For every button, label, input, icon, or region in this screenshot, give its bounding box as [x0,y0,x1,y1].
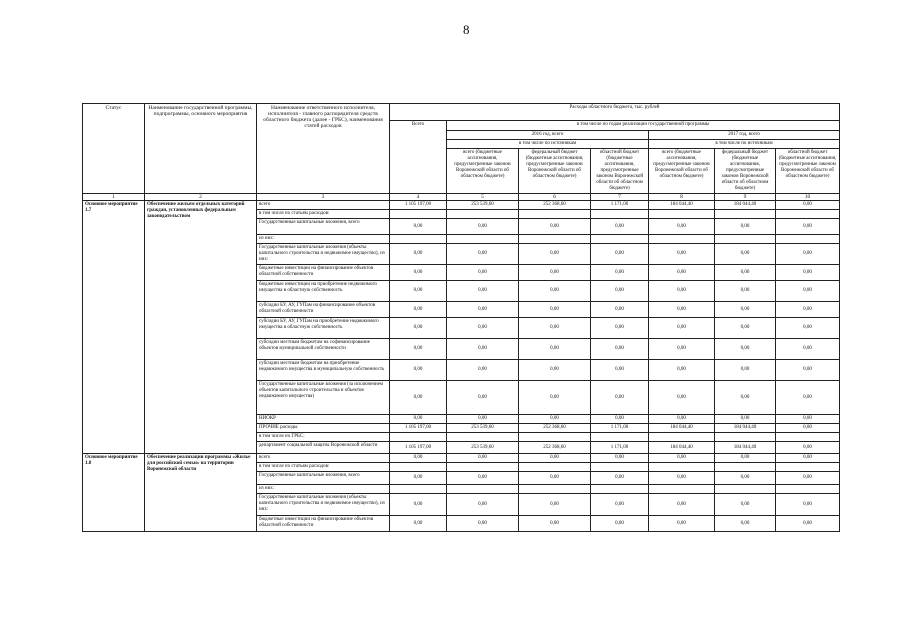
header-year-2017: 2017 год, всего [649,131,840,140]
amount-cell: 0,00 [715,381,776,415]
expense-item-label: Государственные капитальные вложения (объекты капитального строительства и недвижимое имущество), из них: [257,244,390,265]
amount-cell: 0,00 [390,472,447,485]
amount-cell: 0,00 [715,454,776,463]
amount-cell: 0,00 [591,339,649,360]
header-sub-a: всего (бюджетные ассигнования, предусмотренные законом Воронежской области об областном бюджете) [447,149,519,194]
amount-cell: 1 105 197,00 [390,201,447,210]
amount-cell: 253 539,60 [447,442,519,454]
amount-cell: 0,00 [649,318,715,339]
amount-cell: 0,00 [776,302,840,318]
amount-cell: 0,00 [776,281,840,302]
amount-cell: 0,00 [776,424,840,433]
amount-cell: 0,00 [715,360,776,381]
amount-cell [390,433,447,442]
amount-cell: 0,00 [390,360,447,381]
amount-cell [591,463,649,472]
amount-cell: 184 044,40 [649,424,715,433]
amount-cell: 0,00 [591,302,649,318]
amount-cell: 253 539,60 [447,424,519,433]
header-sub-d: всего (бюджетные ассигнования, предусмотренные законом Воронежской области об областном бюджете) [649,149,715,194]
amount-cell: 0,00 [390,244,447,265]
amount-cell: 0,00 [715,302,776,318]
amount-cell: 184 044,40 [649,201,715,210]
amount-cell: 0,00 [715,265,776,281]
amount-cell [447,463,519,472]
amount-cell: 0,00 [649,360,715,381]
amount-cell: 0,00 [776,472,840,485]
amount-cell [447,210,519,219]
amount-cell: 0,00 [591,219,649,235]
amount-cell: 0,00 [776,360,840,381]
amount-cell [519,463,591,472]
expense-item-label: в том числе по ГРБС: [257,433,390,442]
amount-cell: 0,00 [390,281,447,302]
col-number: 10 [776,194,840,201]
block-activity-1-8 [83,454,840,532]
amount-cell: 1 105 197,00 [390,442,447,454]
amount-cell [715,210,776,219]
amount-cell: 0,00 [776,244,840,265]
header-status: Статус [83,104,145,194]
amount-cell: 0,00 [519,415,591,424]
col-number: 9 [715,194,776,201]
amount-cell: 0,00 [776,219,840,235]
amount-cell [776,433,840,442]
header-program-name: Наименование государственной программы, подпрограммы, основного мероприятия [145,104,257,194]
header-total: Всего [390,121,447,194]
amount-cell: 0,00 [390,318,447,339]
amount-cell [776,210,840,219]
amount-cell: 0,00 [447,244,519,265]
amount-cell [447,235,519,244]
col-number: 5 [447,194,519,201]
header-expenses-title: Расходы областного бюджета, тыс. рублей [390,104,840,121]
amount-cell: 253 539,60 [447,201,519,210]
expense-item-label: бюджетные инвестиции на финансирование объектов областной собственности [257,265,390,281]
status-cell: Основное мероприятие 1.8 [83,454,145,532]
amount-cell: 0,00 [715,339,776,360]
amount-cell: 0,00 [390,302,447,318]
amount-cell: 1 171,00 [591,424,649,433]
expense-item-label: субсидии БУ, АУ, ГУПам на финансирование объектов областной собственности [257,302,390,318]
expense-item-label: Государственные капитальные вложения, всего [257,472,390,485]
amount-cell: 0,00 [649,219,715,235]
col-number: 4 [390,194,447,201]
amount-cell: 0,00 [390,339,447,360]
amount-cell: 0,00 [715,219,776,235]
amount-cell: 0,00 [591,244,649,265]
amount-cell [591,210,649,219]
amount-cell: 0,00 [649,415,715,424]
amount-cell: 0,00 [591,454,649,463]
amount-cell: 0,00 [591,360,649,381]
amount-cell: 184 044,40 [715,424,776,433]
amount-cell [649,433,715,442]
header-executor: Наименование ответственного исполнителя, исполнителя - главного распорядителя средств областного бюджета (далее - ГРБС), наименования статей расходов [257,104,390,194]
amount-cell: 0,00 [519,516,591,532]
amount-cell [519,433,591,442]
amount-cell [519,210,591,219]
amount-cell: 0,00 [591,415,649,424]
col-number: 6 [519,194,591,201]
amount-cell: 0,00 [447,339,519,360]
amount-cell: 0,00 [519,219,591,235]
amount-cell [447,433,519,442]
amount-cell: 0,00 [447,360,519,381]
amount-cell: 0,00 [447,219,519,235]
expense-item-label: всего [257,201,390,210]
amount-cell: 0,00 [519,318,591,339]
amount-cell [649,463,715,472]
col-number: 7 [591,194,649,201]
amount-cell: 0,00 [447,454,519,463]
amount-cell: 0,00 [649,472,715,485]
amount-cell [715,235,776,244]
col-number: 2 [145,194,257,201]
amount-cell: 0,00 [447,318,519,339]
amount-cell: 184 044,40 [715,201,776,210]
expense-item-label: в том числе по статьям расходов: [257,463,390,472]
amount-cell: 0,00 [591,381,649,415]
status-cell: Основное мероприятие 1.7 [83,201,145,454]
amount-cell: 0,00 [776,381,840,415]
amount-cell: 0,00 [519,339,591,360]
amount-cell: 0,00 [715,472,776,485]
amount-cell: 0,00 [519,281,591,302]
amount-cell: 1 171,00 [591,442,649,454]
expense-item-label: субсидии местным бюджетам на софинансирование объектов муниципальной собственности [257,339,390,360]
amount-cell: 0,00 [776,201,840,210]
amount-cell: 0,00 [390,516,447,532]
amount-cell [649,210,715,219]
amount-cell [591,235,649,244]
amount-cell: 0,00 [649,265,715,281]
expense-item-label: бюджетные инвестиции на финансирование объектов областной собственности [257,516,390,532]
amount-cell [776,463,840,472]
table-row [83,201,840,210]
col-number: 3 [257,194,390,201]
amount-cell: 0,00 [591,318,649,339]
amount-cell: 0,00 [649,244,715,265]
amount-cell: 0,00 [447,302,519,318]
amount-cell [390,210,447,219]
column-numbers-row [83,194,840,201]
amount-cell: 0,00 [776,415,840,424]
block-activity-1-7 [83,201,840,454]
amount-cell: 0,00 [776,339,840,360]
col-number: 8 [649,194,715,201]
amount-cell: 0,00 [591,494,649,516]
amount-cell: 0,00 [649,454,715,463]
amount-cell: 0,00 [519,265,591,281]
header-sources-2017: в том числе по источникам [649,140,840,149]
amount-cell: 0,00 [776,516,840,532]
amount-cell: 0,00 [390,494,447,516]
amount-cell [715,463,776,472]
page-number: 8 [463,22,470,37]
amount-cell: 184 044,40 [649,442,715,454]
amount-cell [447,485,519,494]
expense-item-label: всего [257,454,390,463]
amount-cell [776,485,840,494]
amount-cell: 0,00 [591,265,649,281]
header-by-years: в том числе по годам реализации государственной программы [447,121,840,131]
amount-cell: 0,00 [715,244,776,265]
expense-item-label: из них: [257,235,390,244]
amount-cell: 0,00 [649,494,715,516]
amount-cell: 0,00 [776,318,840,339]
amount-cell: 0,00 [447,472,519,485]
amount-cell: 184 044,40 [715,442,776,454]
amount-cell: 0,00 [447,265,519,281]
amount-cell: 0,00 [776,494,840,516]
col-number: 1 [83,194,145,201]
activity-name-cell: Обеспечение жильем отдельных категорий граждан, установленных федеральным законодательством [145,201,257,454]
amount-cell: 0,00 [390,219,447,235]
expense-item-label: департамент социальной защиты Воронежской области [257,442,390,454]
amount-cell [649,235,715,244]
amount-cell: 0,00 [591,472,649,485]
amount-cell: 0,00 [591,281,649,302]
amount-cell: 0,00 [519,244,591,265]
expense-item-label: бюджетные инвестиции на приобретение недвижимого имущества в областную собственность [257,281,390,302]
amount-cell: 0,00 [715,494,776,516]
header-sources-2016: в том числе по источникам [447,140,649,149]
expense-item-label: субсидии местным бюджетам на приобретение недвижимого имущества в муниципальную собственность [257,360,390,381]
amount-cell [715,485,776,494]
activity-name-cell: Обеспечение реализации программы «Жилье для российской семьи» на территории Воронежской области [145,454,257,532]
amount-cell: 0,00 [447,516,519,532]
amount-cell [519,235,591,244]
amount-cell: 1 105 197,00 [390,424,447,433]
amount-cell: 0,00 [649,281,715,302]
expense-item-label: из них: [257,485,390,494]
expense-item-label: субсидии БУ, АУ, ГУПам на приобретение недвижимого имущества в областную собственность [257,318,390,339]
amount-cell [649,485,715,494]
amount-cell: 0,00 [447,415,519,424]
header-sub-e: федеральный бюджет (бюджетные ассигнования, предусмотренные законом Воронежской области об областном бюджете) [715,149,776,194]
table-row [83,454,840,463]
amount-cell: 252 368,60 [519,442,591,454]
amount-cell: 0,00 [447,494,519,516]
amount-cell: 0,00 [519,360,591,381]
amount-cell: 0,00 [519,494,591,516]
header-sub-b: федеральный бюджет (бюджетные ассигнования, предусмотренные законом Воронежской области об областном бюджете) [519,149,591,194]
amount-cell: 0,00 [390,265,447,281]
amount-cell: 0,00 [715,516,776,532]
amount-cell: 0,00 [519,472,591,485]
amount-cell: 0,00 [519,302,591,318]
amount-cell: 0,00 [776,265,840,281]
expense-item-label: ПРОЧИЕ расходы [257,424,390,433]
amount-cell [715,433,776,442]
amount-cell: 0,00 [390,454,447,463]
amount-cell [591,485,649,494]
amount-cell: 0,00 [519,381,591,415]
amount-cell: 0,00 [715,281,776,302]
amount-cell [591,433,649,442]
amount-cell [519,485,591,494]
expense-item-label: в том числе по статьям расходов: [257,210,390,219]
amount-cell: 0,00 [390,415,447,424]
amount-cell [390,485,447,494]
expense-item-label: Государственные капитальные вложения, всего [257,219,390,235]
amount-cell: 0,00 [519,454,591,463]
amount-cell [776,235,840,244]
amount-cell: 0,00 [776,442,840,454]
header-year-2016: 2016 год, всего [447,131,649,140]
amount-cell: 252 368,60 [519,201,591,210]
amount-cell: 1 171,00 [591,201,649,210]
expense-item-label: НИОКР [257,415,390,424]
amount-cell: 0,00 [649,302,715,318]
amount-cell: 252 368,60 [519,424,591,433]
amount-cell: 0,00 [649,339,715,360]
amount-cell: 0,00 [591,516,649,532]
amount-cell: 0,00 [649,381,715,415]
amount-cell: 0,00 [447,381,519,415]
amount-cell: 0,00 [390,381,447,415]
amount-cell: 0,00 [776,454,840,463]
amount-cell: 0,00 [715,415,776,424]
amount-cell: 0,00 [649,516,715,532]
budget-table [82,103,840,532]
amount-cell: 0,00 [715,318,776,339]
amount-cell: 0,00 [447,281,519,302]
amount-cell [390,235,447,244]
amount-cell [390,463,447,472]
header-sub-c: областной бюджет (бюджетные ассигнования, предусмотренные законом Воронежской области об областном бюджете) [591,149,649,194]
expense-item-label: Государственные капитальные вложения (за исключением объектов капитального строительства и объектов недвижимого имущества) [257,381,390,415]
header-sub-f: областной бюджет (бюджетные ассигнования, предусмотренные законом Воронежской области об областном бюджете) [776,149,840,194]
expense-item-label: Государственные капитальные вложения (объекты капитального строительства и недвижимое имущество), из них: [257,494,390,516]
